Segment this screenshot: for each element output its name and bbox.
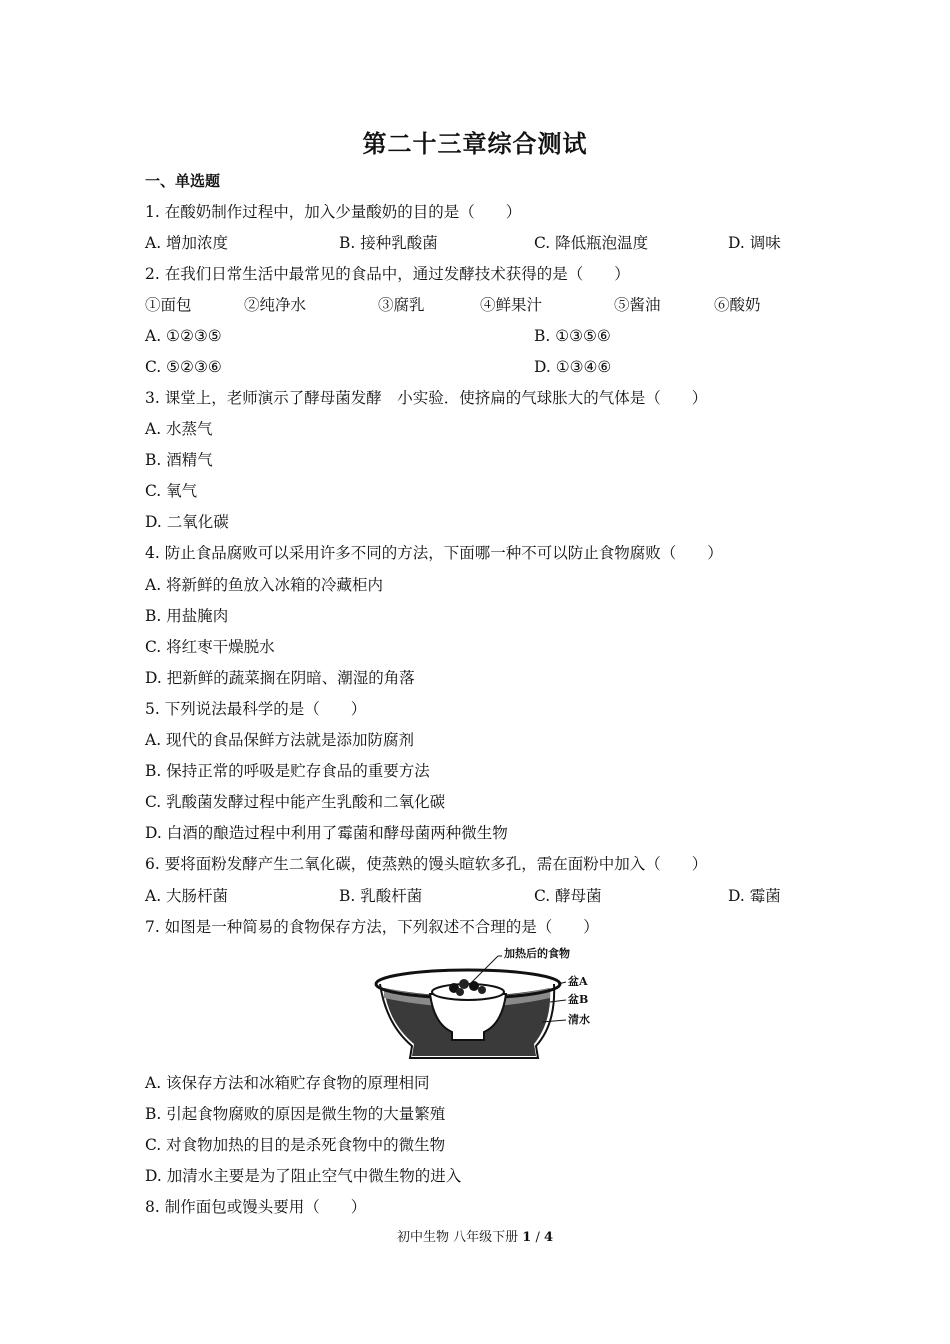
question-2-item: ③腐乳 [378,296,425,314]
question-4-option-d: D. 把新鲜的蔬菜搁在阴暗、潮湿的角落 [145,669,415,687]
question-3-option-d: D. 二氧化碳 [145,513,229,531]
question-2-item: ④鲜果汁 [480,296,543,314]
question-4-stem: 4. 防止食品腐败可以采用许多不同的方法，下面哪一种不可以防止食物腐败（ ） [145,544,723,562]
figure-label-water: 清水 [568,1013,590,1026]
question-3-option-c: C. 氧气 [145,482,198,500]
question-2-item: ⑥酸奶 [714,296,761,314]
figure-label-food: 加热后的食物 [504,947,570,960]
footer-page-total: 4 [543,1230,554,1245]
question-1-option-b: B. 接种乳酸菌 [339,234,438,252]
question-5-option-d: D. 白酒的酿造过程中利用了霉菌和酵母菌两种微生物 [145,824,508,842]
question-7-stem: 7. 如图是一种简易的食物保存方法，下列叙述不合理的是（ ） [145,918,599,936]
question-1-option-d: D. 调味 [728,234,781,252]
question-1-stem: 1. 在酸奶制作过程中，加入少量酸奶的目的是（ ） [145,203,522,221]
question-4-option-a: A. 将新鲜的鱼放入冰箱的冷藏柜内 [145,576,384,594]
question-6-option-c: C. 酵母菌 [534,887,602,905]
food-preservation-figure [372,944,584,1062]
question-5-option-b: B. 保持正常的呼吸是贮存食品的重要方法 [145,762,430,780]
question-5-option-a: A. 现代的食品保鲜方法就是添加防腐剂 [145,731,415,749]
question-7-option-c: C. 对食物加热的目的是杀死食物中的微生物 [145,1136,446,1154]
question-3-option-a: A. 水蒸气 [145,420,213,438]
question-2-option-c: C. ⑤②③⑥ [145,358,222,376]
footer-separator: / [535,1230,540,1245]
figure-label-bowl-b: 盆B [568,993,589,1006]
question-7-option-b: B. 引起食物腐败的原因是微生物的大量繁殖 [145,1105,446,1123]
question-2-item: ①面包 [145,296,192,314]
footer-page-number: 1 [522,1230,532,1245]
question-8-stem: 8. 制作面包或馒头要用（ ） [145,1198,367,1216]
page-footer [0,1226,950,1245]
question-3-option-b: B. 酒精气 [145,451,213,469]
question-4-option-b: B. 用盐腌肉 [145,607,229,625]
footer-subject: 初中生物 八年级下册 [396,1230,519,1245]
question-2-item: ②纯净水 [244,296,307,314]
question-5-stem: 5. 下列说法最科学的是（ ） [145,700,367,718]
question-6-stem: 6. 要将面粉发酵产生二氧化碳，使蒸熟的馒头暄软多孔，需在面粉中加入（ ） [145,855,708,873]
section-heading: 一、单选题 [145,172,221,190]
page-title: 第二十三章综合测试 [362,129,588,158]
question-1-option-a: A. 增加浓度 [145,234,229,252]
question-2-option-b: B. ①③⑤⑥ [534,327,611,345]
question-1-option-c: C. 降低瓶泡温度 [534,234,649,252]
question-2-option-a: A. ①②③⑤ [145,327,222,345]
figure-label-bowl-a: 盆A [568,975,588,988]
question-6-option-b: B. 乳酸杆菌 [339,887,423,905]
question-7-option-d: D. 加清水主要是为了阻止空气中微生物的进入 [145,1167,462,1185]
question-3-stem: 3. 课堂上，老师演示了酵母菌发酵 小实验．使挤扁的气球胀大的气体是（ ） [145,389,708,407]
question-7-option-a: A. 该保存方法和冰箱贮存食物的原理相同 [145,1074,430,1092]
question-5-option-c: C. 乳酸菌发酵过程中能产生乳酸和二氧化碳 [145,793,446,811]
question-2-item: ⑤酱油 [614,296,661,314]
question-2-stem: 2. 在我们日常生活中最常见的食品中，通过发酵技术获得的是（ ） [145,265,630,283]
question-6-option-a: A. 大肠杆菌 [145,887,229,905]
question-6-option-d: D. 霉菌 [728,887,781,905]
question-4-option-c: C. 将红枣干燥脱水 [145,638,275,656]
question-2-option-d: D. ①③④⑥ [534,358,612,376]
